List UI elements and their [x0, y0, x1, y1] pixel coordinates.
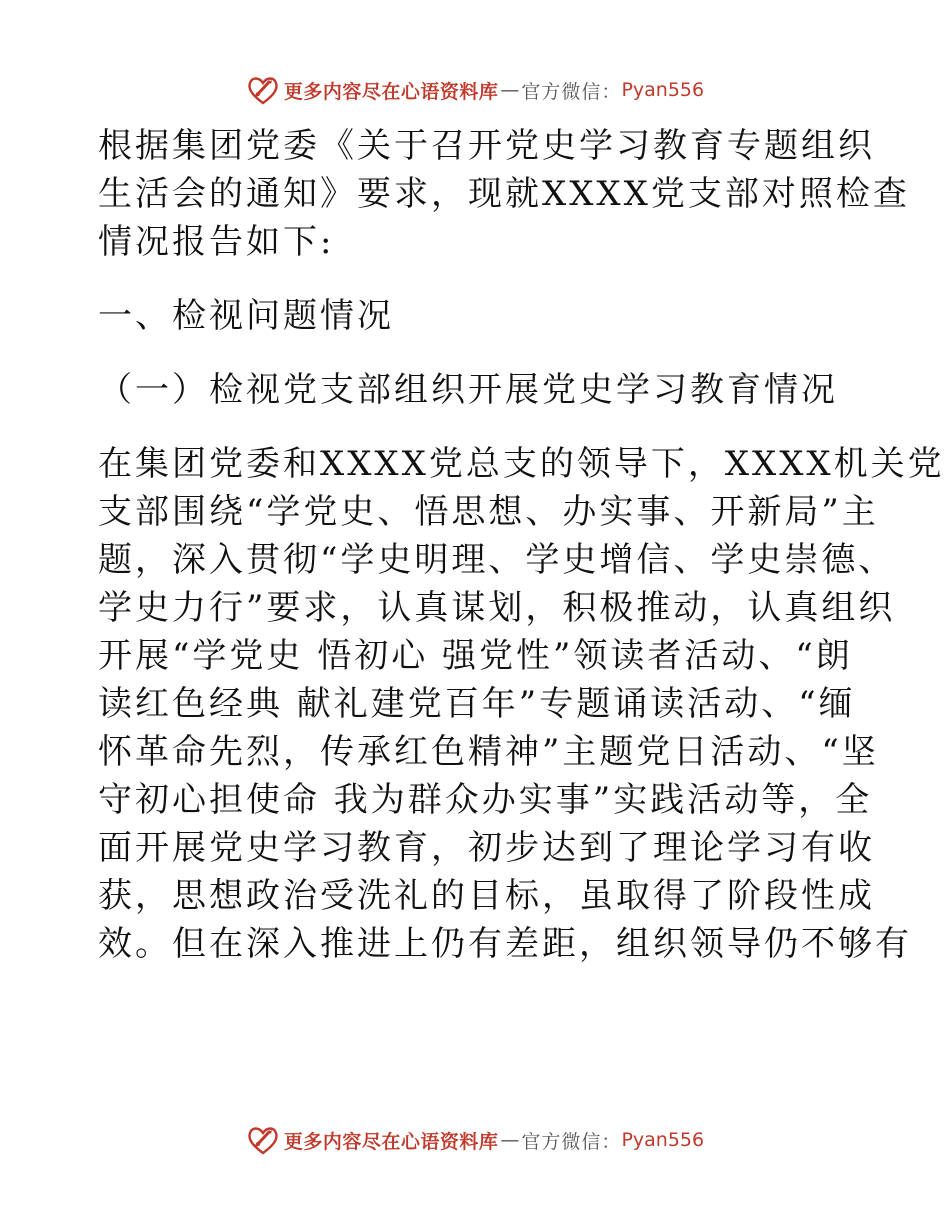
- watermark-dash: —: [500, 1129, 520, 1151]
- body-line: 题，深入贯彻“学史明理、学史增信、学史崇德、: [98, 540, 896, 580]
- intro-line: 生活会的通知》要求，现就XXXX党支部对照检查: [98, 174, 910, 214]
- body-line: 面开展党史学习教育，初步达到了理论学习有收: [98, 828, 875, 868]
- watermark-label: 官方微信：: [521, 1130, 622, 1153]
- body-line: 效。但在深入推进上仍有差距，组织领导仍不够有: [98, 924, 912, 964]
- body-line: 怀革命先烈，传承红色精神”主题党日活动、“坚: [98, 732, 879, 772]
- intro-line: 根据集团党委《关于召开党史学习教育专题组织: [98, 126, 875, 166]
- footer-watermark: [0, 1122, 950, 1158]
- heart-pen-icon: [246, 1123, 280, 1157]
- watermark-dash: —: [500, 79, 520, 101]
- heart-pen-icon: [246, 73, 280, 107]
- intro-line: 情况报告如下:: [98, 222, 335, 262]
- body-line: 在集团党委和XXXX党总支的领导下，XXXX机关党: [98, 444, 945, 484]
- body-line: 学史力行”要求，认真谋划，积极推动，认真组织: [98, 588, 896, 628]
- watermark-brand: 更多内容尽在心语资料库: [283, 1130, 499, 1153]
- body-line: 开展“学党史 悟初心 强党性”领读者活动、“朗: [98, 636, 853, 676]
- section-heading: 一、检视问题情况: [98, 296, 394, 336]
- header-watermark: [0, 72, 950, 108]
- watermark-wechat-id: Pyan556: [621, 79, 705, 101]
- body-line: 支部围绕“学党史、悟思想、办实事、开新局”主: [98, 492, 879, 532]
- document-body: [98, 122, 945, 968]
- watermark-brand: 更多内容尽在心语资料库: [283, 80, 499, 103]
- body-line: 读红色经典 献礼建党百年”专题诵读活动、“缅: [98, 684, 856, 724]
- body-line: 获，思想政治受洗礼的目标，虽取得了阶段性成: [98, 876, 875, 916]
- watermark-label: 官方微信：: [521, 80, 622, 103]
- watermark-wechat-id: Pyan556: [621, 1129, 705, 1151]
- subsection-heading: （一）检视党支部组织开展党史学习教育情况: [98, 370, 838, 410]
- body-line: 守初心担使命 我为群众办实事”实践活动等，全: [98, 780, 873, 820]
